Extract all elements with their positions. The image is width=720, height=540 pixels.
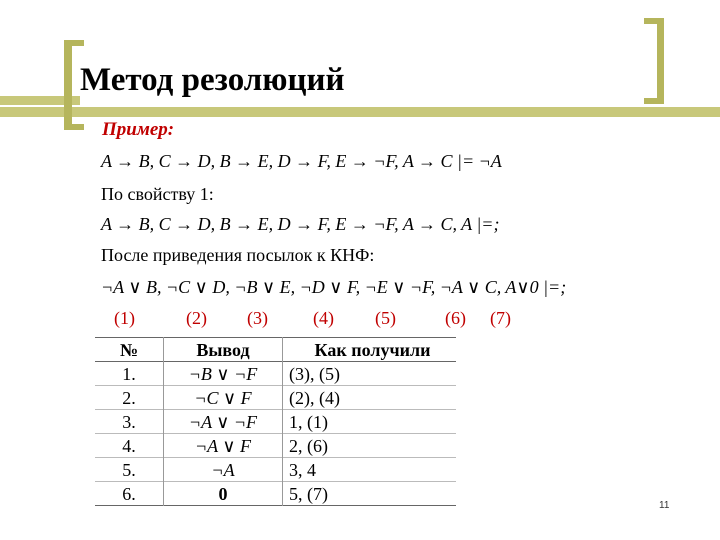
formula-line-1 — [101, 151, 502, 172]
formula-line-2 — [101, 214, 499, 235]
premise-number: (2) — [186, 308, 207, 328]
premise-number: (7) — [490, 308, 511, 328]
cnf-heading-line — [101, 245, 374, 266]
premise-number: (5) — [375, 308, 396, 328]
row-number: 3. — [122, 411, 136, 432]
table-row — [95, 362, 456, 386]
row-derivation: ¬A ∨ ¬F — [164, 410, 283, 434]
row-derivation: ¬B ∨ ¬F — [164, 362, 283, 386]
header-derivation: Вывод — [164, 338, 283, 362]
table-row — [95, 410, 456, 434]
row-derivation: ¬A ∨ F — [164, 434, 283, 458]
example-heading: Пример: — [102, 119, 175, 140]
left-bracket-top — [64, 40, 84, 46]
row-number: 5. — [122, 459, 136, 480]
formula-text-2: A → B, C → D, B → E, D → F, E → ¬F, A → C, A |=; — [101, 214, 500, 234]
header-number: № — [119, 339, 139, 360]
row-number: 6. — [122, 483, 136, 504]
row-source: 3, 4 — [283, 458, 457, 482]
cnf-formula-text: ¬A ∨ B, ¬C ∨ D, ¬B ∨ E, ¬D ∨ F, ¬E ∨ ¬F, ¬A ∨ C, A∨0 |=; — [101, 277, 567, 297]
property-line — [101, 184, 214, 205]
slide-title: Метод резолюций — [80, 62, 345, 98]
page-number: 11 — [659, 500, 670, 511]
premise-number: (6) — [445, 308, 466, 328]
row-number: 2. — [122, 387, 136, 408]
right-bracket-top — [644, 18, 664, 24]
row-derivation: ¬A — [164, 458, 283, 482]
cnf-formula-line — [101, 277, 566, 298]
premise-number: (3) — [247, 308, 268, 328]
formula-text-1: A → B, C → D, B → E, D → F, E → ¬F, A → C |= ¬A — [101, 151, 502, 171]
table-row — [95, 458, 456, 482]
property-text: По свойству 1: — [101, 184, 214, 204]
table-row — [95, 434, 456, 458]
right-bracket-vertical — [657, 18, 664, 104]
row-derivation: 0 — [164, 482, 283, 506]
table-header-row — [95, 338, 456, 362]
premise-number: (4) — [313, 308, 334, 328]
row-number: 4. — [122, 435, 136, 456]
table-row — [95, 386, 456, 410]
left-bracket-bottom — [64, 124, 84, 130]
row-source: (2), (4) — [283, 386, 457, 410]
cnf-heading-text: После приведения посылок к КНФ: — [101, 245, 375, 265]
resolution-table — [95, 337, 456, 506]
title-underline-bar — [0, 107, 720, 117]
row-source: (3), (5) — [283, 362, 457, 386]
header-how-obtained: Как получили — [283, 338, 457, 362]
row-source: 2, (6) — [283, 434, 457, 458]
premise-number: (1) — [114, 308, 135, 328]
row-number: 1. — [122, 363, 136, 384]
right-bracket-bottom — [644, 98, 664, 104]
row-source: 5, (7) — [283, 482, 457, 506]
table-row — [95, 482, 456, 506]
left-bracket-vertical — [64, 40, 72, 130]
row-source: 1, (1) — [283, 410, 457, 434]
row-derivation: ¬C ∨ F — [164, 386, 283, 410]
